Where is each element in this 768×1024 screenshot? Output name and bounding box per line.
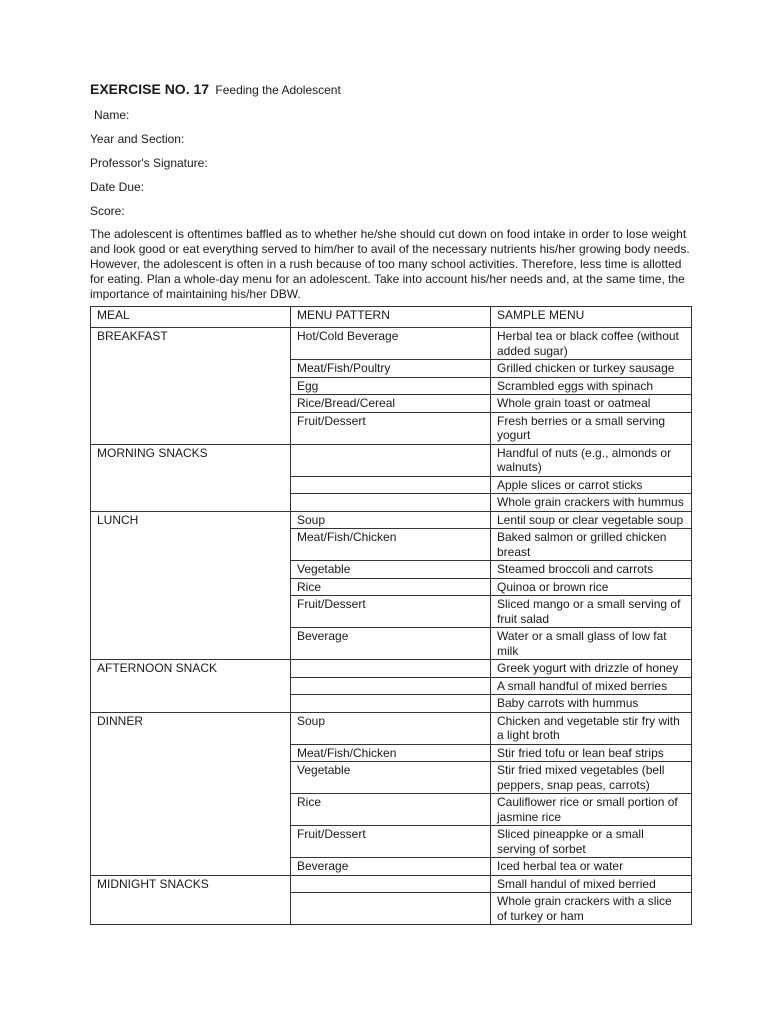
table-row [91, 712, 692, 744]
menu-pattern-cell: Fruit/Dessert [291, 826, 491, 858]
menu-pattern-cell: Fruit/Dessert [291, 412, 491, 444]
meal-cell: BREAKFAST [91, 328, 291, 445]
table-row [91, 328, 692, 360]
sample-menu-cell: Lentil soup or clear vegetable soup [491, 511, 692, 529]
sample-menu-cell: Stir fried tofu or lean beaf strips [491, 744, 692, 762]
sample-menu-cell: Scrambled eggs with spinach [491, 377, 692, 395]
menu-pattern-cell [291, 677, 491, 695]
meal-cell: LUNCH [91, 511, 291, 660]
menu-pattern-cell: Meat/Fish/Poultry [291, 360, 491, 378]
sample-menu-cell: Sliced pineappke or a small serving of sorbet [491, 826, 692, 858]
menu-pattern-cell: Rice/Bread/Cereal [291, 395, 491, 413]
sample-menu-cell: Cauliflower rice or small portion of jasmine rice [491, 794, 692, 826]
header-meal: MEAL [91, 307, 291, 328]
table-row [91, 660, 692, 678]
header-menu-pattern: MENU PATTERN [291, 307, 491, 328]
menu-pattern-cell [291, 893, 491, 925]
menu-pattern-cell: Meat/Fish/Chicken [291, 529, 491, 561]
year-section-field: Year and Section: [90, 132, 185, 146]
menu-pattern-cell: Egg [291, 377, 491, 395]
date-due-field: Date Due: [90, 180, 145, 194]
score-field: Score: [90, 204, 125, 218]
exercise-number: EXERCISE NO. 17 [90, 81, 210, 97]
menu-pattern-cell [291, 695, 491, 713]
menu-pattern-cell [291, 444, 491, 476]
exercise-title [90, 78, 692, 100]
sample-menu-cell: Fresh berries or a small serving yogurt [491, 412, 692, 444]
menu-pattern-cell: Soup [291, 511, 491, 529]
sample-menu-cell: Water or a small glass of low fat milk [491, 628, 692, 660]
menu-pattern-cell: Rice [291, 578, 491, 596]
sample-menu-cell: Baked salmon or grilled chicken breast [491, 529, 692, 561]
worksheet-page [90, 78, 692, 925]
menu-pattern-cell [291, 660, 491, 678]
sample-menu-cell: Greek yogurt with drizzle of honey [491, 660, 692, 678]
sample-menu-cell: Small handul of mixed berried [491, 875, 692, 893]
meal-cell: DINNER [91, 712, 291, 875]
menu-pattern-cell: Vegetable [291, 762, 491, 794]
sample-menu-cell: Chicken and vegetable stir fry with a light broth [491, 712, 692, 744]
menu-pattern-cell: Soup [291, 712, 491, 744]
menu-pattern-cell: Fruit/Dessert [291, 596, 491, 628]
sample-menu-cell: Sliced mango or a small serving of fruit salad [491, 596, 692, 628]
table-row [91, 875, 692, 893]
menu-pattern-cell: Beverage [291, 628, 491, 660]
sample-menu-cell: A small handful of mixed berries [491, 677, 692, 695]
header-sample-menu: SAMPLE MENU [491, 307, 692, 328]
meal-cell: MIDNIGHT SNACKS [91, 875, 291, 925]
sample-menu-cell: Whole grain toast or oatmeal [491, 395, 692, 413]
name-field: Name: [94, 108, 130, 122]
signature-field: Professor's Signature: [90, 156, 208, 170]
menu-pattern-cell: Meat/Fish/Chicken [291, 744, 491, 762]
sample-menu-cell: Handful of nuts (e.g., almonds or walnuts) [491, 444, 692, 476]
menu-pattern-cell [291, 875, 491, 893]
exercise-subtitle: Feeding the Adolescent [215, 83, 341, 97]
menu-pattern-cell: Beverage [291, 858, 491, 876]
menu-pattern-cell: Rice [291, 794, 491, 826]
meal-cell: MORNING SNACKS [91, 444, 291, 511]
meal-cell: AFTERNOON SNACK [91, 660, 291, 713]
sample-menu-cell: Baby carrots with hummus [491, 695, 692, 713]
menu-table [90, 306, 692, 925]
menu-pattern-cell [291, 476, 491, 494]
sample-menu-cell: Apple slices or carrot sticks [491, 476, 692, 494]
menu-pattern-cell [291, 494, 491, 512]
table-row [91, 511, 692, 529]
sample-menu-cell: Whole grain crackers with a slice of turkey or ham [491, 893, 692, 925]
sample-menu-cell: Whole grain crackers with hummus [491, 494, 692, 512]
table-header-row [91, 307, 692, 328]
sample-menu-cell: Grilled chicken or turkey sausage [491, 360, 692, 378]
menu-pattern-cell: Vegetable [291, 561, 491, 579]
instructions-paragraph: The adolescent is oftentimes baffled as to whether he/she should cut down on food intake in order to lose weight and look good or eat everything served to him/her to avail of the necessary nutrients his/her growing body needs. However, the adolescent is often in a rush because of too many school activities. Therefore, less time is allotted for eating. Plan a whole-day menu for an adolescent. Take into account his/her needs and, at the same time, the importance of maintaining his/her DBW. [90, 227, 690, 301]
sample-menu-cell: Herbal tea or black coffee (without added sugar) [491, 328, 692, 360]
sample-menu-cell: Steamed broccoli and carrots [491, 561, 692, 579]
sample-menu-cell: Quinoa or brown rice [491, 578, 692, 596]
table-row [91, 444, 692, 476]
sample-menu-cell: Stir fried mixed vegetables (bell peppers, snap peas, carrots) [491, 762, 692, 794]
menu-pattern-cell: Hot/Cold Beverage [291, 328, 491, 360]
sample-menu-cell: Iced herbal tea or water [491, 858, 692, 876]
